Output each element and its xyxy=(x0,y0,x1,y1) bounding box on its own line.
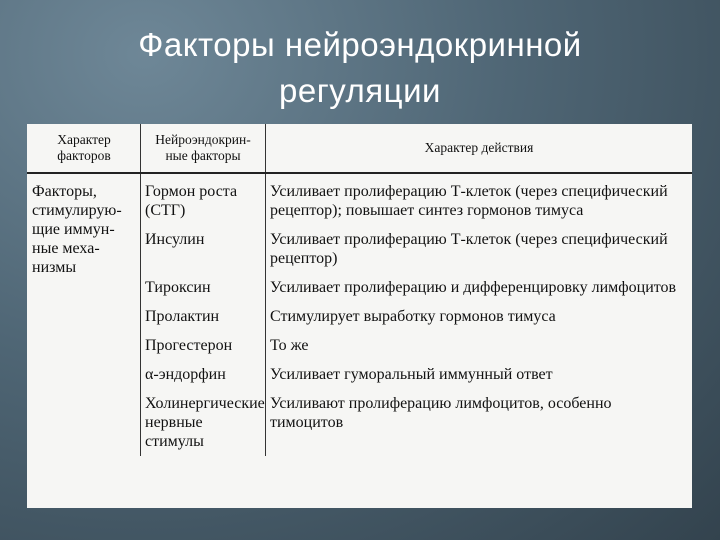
factor-cell: Прогестерон xyxy=(141,331,266,360)
slide-title xyxy=(0,22,720,114)
factor-cell: α-эндорфин xyxy=(141,360,266,389)
factors-table-image xyxy=(27,124,692,508)
group-label: Факторы, стимулирую-щие иммун-ные меха-низмы xyxy=(27,173,141,456)
table-header-row xyxy=(27,124,692,173)
factor-cell: Холинергические нервные стимулы xyxy=(141,389,266,456)
action-cell: То же xyxy=(270,337,309,354)
header-action-type: Характер действия xyxy=(266,124,693,173)
table-row xyxy=(27,173,692,225)
slide-title-line-2: регуляции xyxy=(279,72,441,109)
slide-title-line-1: Факторы нейроэндокринной xyxy=(138,26,582,63)
factor-cell: Тироксин xyxy=(141,273,266,302)
action-cell: Усиливает гуморальный иммунный ответ xyxy=(270,366,553,383)
header-neuroendocrine-factors: Нейроэндокрин-ные факторы xyxy=(141,124,266,173)
action-cell: Усиливает пролиферацию и дифференцировку лимфоцитов xyxy=(270,279,677,296)
action-cell: Стимулирует выработку гормонов тимуса xyxy=(270,308,556,325)
action-cell: Усиливают пролиферацию лимфоцитов, особенно тимоцитов xyxy=(270,395,612,431)
action-cell: Усиливает пролиферацию Т-клеток (через специфический рецептор) xyxy=(270,231,668,267)
factors-table xyxy=(27,124,692,456)
header-factor-type: Характер факторов xyxy=(27,124,141,173)
factor-cell: Инсулин xyxy=(141,225,266,273)
factor-cell: Пролактин xyxy=(141,302,266,331)
factor-cell: Гормон роста (СТГ) xyxy=(141,173,266,225)
action-cell: Усиливает пролиферацию Т-клеток (через специфический рецептор); повышает синтез гормонов тимуса xyxy=(270,183,668,219)
